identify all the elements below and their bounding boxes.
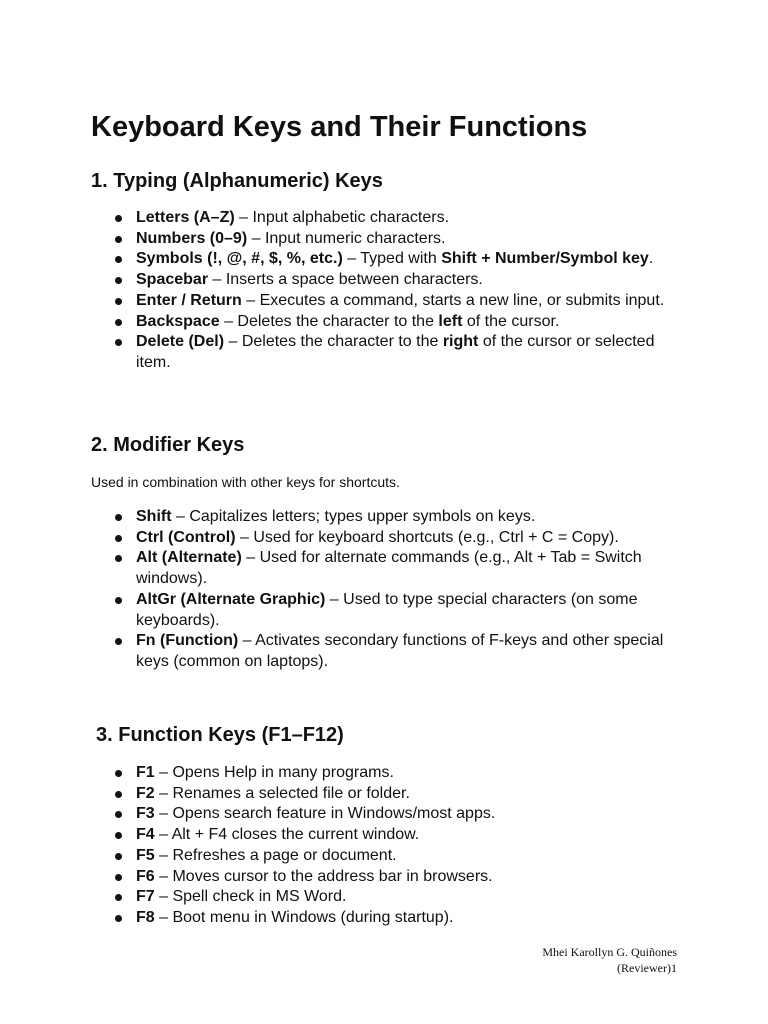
list-item-text: – Input alphabetic characters. [234, 209, 450, 226]
list-item-emphasis: Shift + Number/Symbol key [441, 250, 649, 268]
list-item [113, 249, 693, 270]
list-item [113, 270, 693, 291]
typing-keys-list [113, 208, 693, 374]
list-item-text: – Opens Help in many programs. [154, 764, 394, 781]
list-item-text: – Used to type special characters (on some keyboards). [136, 590, 638, 629]
list-item-text: – Input numeric characters. [247, 229, 446, 247]
list-item [113, 332, 693, 373]
list-item-text: – Capitalizes letters; types upper symbols on keys. [171, 508, 536, 525]
list-item [113, 507, 693, 528]
list-item [113, 312, 693, 333]
list-item-term: F3 [136, 805, 155, 823]
modifier-keys-intro: Used in combination with other keys for shortcuts. [91, 474, 400, 490]
list-item-text: – Typed with [342, 250, 442, 268]
list-item-text: of the cursor. [462, 312, 560, 330]
list-item-text: – Used for keyboard shortcuts (e.g., Ctrl + C = Copy). [235, 528, 619, 546]
list-item-term: Shift [136, 508, 172, 525]
list-item-text: – Alt + F4 closes the current window. [154, 826, 420, 844]
list-item-term: Spacebar [136, 271, 209, 289]
section-heading-modifier-keys: 2. Modifier Keys [91, 434, 245, 456]
list-item [113, 548, 693, 589]
list-item-text: – Spell check in MS Word. [154, 888, 347, 906]
list-item-term: F4 [136, 826, 155, 844]
list-item [113, 208, 693, 229]
list-item [113, 291, 693, 312]
list-item [113, 887, 693, 908]
function-keys-list [113, 763, 693, 929]
list-item-term: F6 [136, 867, 155, 885]
list-item-text: – Activates secondary functions of F-keys and other special keys (common on laptops). [136, 632, 664, 670]
list-item-term: AltGr (Alternate Graphic) [136, 590, 326, 608]
list-item-text: – Inserts a space between characters. [208, 271, 483, 289]
list-item-term: Ctrl (Control) [136, 528, 236, 546]
list-item-term: F8 [136, 908, 155, 926]
list-item-text: . [648, 250, 654, 268]
list-item-text: – Used for alternate commands (e.g., Alt + Tab = Switch windows). [136, 549, 642, 588]
list-item-emphasis: right [442, 333, 479, 351]
list-item-term: F1 [136, 764, 155, 781]
list-item [113, 784, 693, 805]
list-item-text: – Deletes the character to the [224, 333, 443, 351]
list-item-text: – Executes a command, starts a new line, or submits input. [241, 291, 665, 309]
list-item-term: Symbols (!, @, #, $, %, etc.) [136, 250, 343, 268]
list-item [113, 763, 693, 784]
list-item-term: F7 [136, 888, 155, 906]
list-item-text: – Renames a selected file or folder. [154, 784, 410, 802]
list-item-term: Enter / Return [136, 291, 242, 309]
list-item-term: Alt (Alternate) [136, 549, 242, 567]
list-item-term: F2 [136, 784, 155, 802]
page-footer [542, 944, 677, 976]
list-item-text: – Moves cursor to the address bar in browsers. [154, 867, 493, 885]
footer-author: Mhei Karollyn G. Quiñones [542, 945, 677, 959]
list-item-term: F5 [136, 846, 155, 864]
section-heading-function-keys: 3. Function Keys (F1–F12) [96, 724, 344, 746]
list-item-text: – Boot menu in Windows (during startup). [154, 908, 454, 926]
modifier-keys-list [113, 507, 693, 673]
list-item [113, 590, 693, 631]
list-item-text: – Opens search feature in Windows/most apps. [154, 805, 496, 823]
list-item-term: Letters (A–Z) [136, 209, 235, 226]
list-item [113, 229, 693, 250]
section-heading-typing-keys: 1. Typing (Alphanumeric) Keys [91, 170, 383, 192]
list-item [113, 528, 693, 549]
list-item [113, 908, 693, 929]
list-item-term: Backspace [136, 312, 220, 330]
list-item [113, 867, 693, 888]
list-item-text: – Deletes the character to the [219, 312, 439, 330]
list-item [113, 631, 693, 672]
list-item [113, 804, 693, 825]
list-item [113, 825, 693, 846]
list-item [113, 846, 693, 867]
document-title: Keyboard Keys and Their Functions [91, 111, 588, 143]
list-item-term: Numbers (0–9) [136, 229, 248, 247]
list-item-term: Fn (Function) [136, 632, 239, 650]
footer-note: (Reviewer)1 [617, 961, 677, 975]
list-item-emphasis: left [438, 312, 463, 330]
list-item-text: – Refreshes a page or document. [154, 846, 397, 864]
list-item-term: Delete (Del) [136, 333, 225, 351]
list-item-text: of the cursor or selected item. [136, 333, 655, 371]
